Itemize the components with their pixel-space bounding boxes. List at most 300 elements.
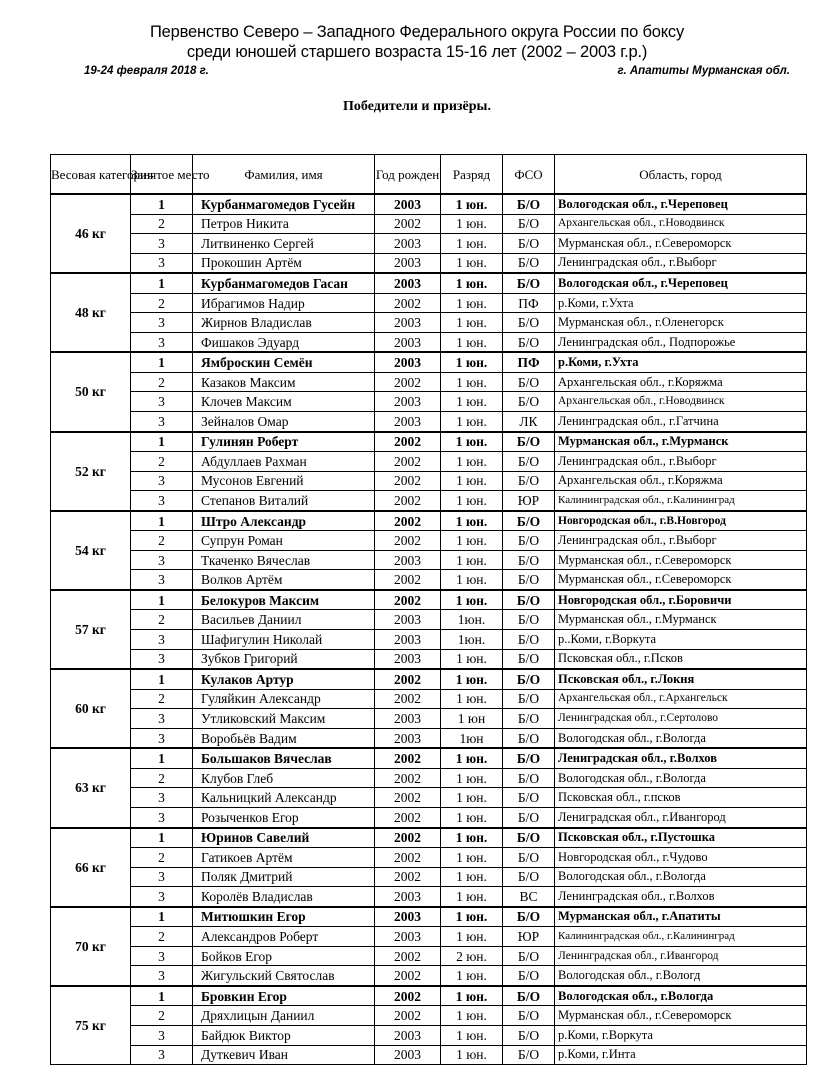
birth-year-cell: 2003 (375, 313, 441, 333)
rank-cell: 2 юн. (441, 946, 503, 966)
athlete-name-cell: Курбанмагомедов Гусейн (193, 194, 375, 214)
birth-year-cell: 2003 (375, 907, 441, 927)
region-city-cell: Ленинградская обл., г.Выборг (555, 531, 807, 551)
table-row (51, 412, 807, 432)
place-cell: 3 (131, 253, 193, 273)
region-city-cell: Мурманская обл., г.Североморск (555, 234, 807, 254)
birth-year-cell: 2003 (375, 649, 441, 669)
weight-category-cell: 75 кг (51, 986, 131, 1065)
place-cell: 3 (131, 550, 193, 570)
birth-year-cell: 2002 (375, 491, 441, 511)
place-cell: 1 (131, 669, 193, 689)
weight-category-cell: 46 кг (51, 194, 131, 273)
athlete-name-cell: Королёв Владислав (193, 887, 375, 907)
athlete-name-cell: Зубков Григорий (193, 649, 375, 669)
place-cell: 3 (131, 491, 193, 511)
column-header-name: Фамилия, имя (193, 155, 375, 195)
athlete-name-cell: Гатикоев Артём (193, 848, 375, 868)
birth-year-cell: 2002 (375, 689, 441, 709)
event-location: г. Апатиты Мурманская обл. (617, 65, 790, 77)
rank-cell: 1 юн. (441, 194, 503, 214)
rank-cell: 1 юн. (441, 1025, 503, 1045)
column-header-fso: ФСО (503, 155, 555, 195)
rank-cell: 1 юн (441, 709, 503, 729)
birth-year-cell: 2002 (375, 293, 441, 313)
athlete-name-cell: Гуляйкин Александр (193, 689, 375, 709)
birth-year-cell: 2003 (375, 1045, 441, 1065)
place-cell: 1 (131, 748, 193, 768)
birth-year-cell: 2003 (375, 550, 441, 570)
birth-year-cell: 2002 (375, 788, 441, 808)
athlete-name-cell: Курбанмагомедов Гасан (193, 273, 375, 293)
table-row (51, 768, 807, 788)
fso-cell: Б/О (503, 768, 555, 788)
rank-cell: 1 юн. (441, 1006, 503, 1026)
birth-year-cell: 2003 (375, 728, 441, 748)
table-row (51, 986, 807, 1006)
athlete-name-cell: Волков Артём (193, 570, 375, 590)
athlete-name-cell: Байдюк Виктор (193, 1025, 375, 1045)
document-title-line-2: среди юношей старшего возраста 15-16 лет (2002 – 2003 г.р.) (186, 43, 648, 61)
place-cell: 1 (131, 194, 193, 214)
weight-category-cell: 63 кг (51, 748, 131, 827)
birth-year-cell: 2002 (375, 669, 441, 689)
fso-cell: Б/О (503, 788, 555, 808)
birth-year-cell: 2003 (375, 887, 441, 907)
table-row (51, 907, 807, 927)
region-city-cell: Ленинградская обл., г.Сертолово (555, 709, 807, 729)
fso-cell: Б/О (503, 828, 555, 848)
fso-cell: ПФ (503, 293, 555, 313)
athlete-name-cell: Жирнов Владислав (193, 313, 375, 333)
region-city-cell: Новгородская обл., г.Чудово (555, 848, 807, 868)
table-row (51, 728, 807, 748)
fso-cell: Б/О (503, 986, 555, 1006)
rank-cell: 1 юн. (441, 550, 503, 570)
place-cell: 3 (131, 1025, 193, 1045)
weight-category-cell: 66 кг (51, 828, 131, 907)
birth-year-cell: 2003 (375, 709, 441, 729)
rank-cell: 1 юн. (441, 590, 503, 610)
column-header-place: Занятое место (131, 155, 193, 195)
fso-cell: Б/О (503, 590, 555, 610)
birth-year-cell: 2003 (375, 630, 441, 650)
birth-year-cell: 2003 (375, 610, 441, 630)
place-cell: 3 (131, 570, 193, 590)
birth-year-cell: 2003 (375, 1025, 441, 1045)
fso-cell: Б/О (503, 709, 555, 729)
table-row (51, 807, 807, 827)
athlete-name-cell: Ямброскин Семён (193, 352, 375, 372)
athlete-name-cell: Шафигулин Николай (193, 630, 375, 650)
region-city-cell: Лениградская обл., г.Ивангород (555, 807, 807, 827)
rank-cell: 1 юн. (441, 669, 503, 689)
table-row (51, 253, 807, 273)
region-city-cell: Ленинградская обл., г.Выборг (555, 452, 807, 472)
region-city-cell: Вологодская обл., г.Вологда (555, 986, 807, 1006)
place-cell: 1 (131, 352, 193, 372)
birth-year-cell: 2003 (375, 273, 441, 293)
region-city-cell: Калининградская обл., г.Калининград (555, 491, 807, 511)
table-row (51, 610, 807, 630)
rank-cell: 1 юн. (441, 649, 503, 669)
region-city-cell: Архангельская обл., г.Архангельск (555, 689, 807, 709)
athlete-name-cell: Абдуллаев Рахман (193, 452, 375, 472)
rank-cell: 1юн. (441, 610, 503, 630)
fso-cell: Б/О (503, 669, 555, 689)
athlete-name-cell: Александров Роберт (193, 927, 375, 947)
event-dates: 19-24 февраля 2018 г. (84, 65, 209, 77)
rank-cell: 1 юн. (441, 452, 503, 472)
fso-cell: Б/О (503, 728, 555, 748)
athlete-name-cell: Дуткевич Иван (193, 1045, 375, 1065)
document-title-line-1: Первенство Северо – Западного Федерального округа России по боксу (149, 23, 685, 41)
athlete-name-cell: Бровкин Егор (193, 986, 375, 1006)
table-row (51, 511, 807, 531)
region-city-cell: Псковская обл., г.псков (555, 788, 807, 808)
rank-cell: 1 юн. (441, 273, 503, 293)
results-table-body (51, 194, 807, 1065)
region-city-cell: Новгородская обл., г.Боровичи (555, 590, 807, 610)
rank-cell: 1 юн. (441, 392, 503, 412)
fso-cell: Б/О (503, 432, 555, 452)
birth-year-cell: 2002 (375, 748, 441, 768)
table-row (51, 332, 807, 352)
place-cell: 1 (131, 986, 193, 1006)
region-city-cell: Архангельская обл., г.Новодвинск (555, 214, 807, 234)
region-city-cell: Вологодская обл., г.Вологда (555, 728, 807, 748)
table-row (51, 392, 807, 412)
place-cell: 3 (131, 630, 193, 650)
rank-cell: 1 юн. (441, 788, 503, 808)
athlete-name-cell: Казаков Максим (193, 372, 375, 392)
fso-cell: ПФ (503, 352, 555, 372)
fso-cell: Б/О (503, 471, 555, 491)
athlete-name-cell: Степанов Виталий (193, 491, 375, 511)
region-city-cell: р.Коми, г.Ухта (555, 352, 807, 372)
table-row (51, 630, 807, 650)
region-city-cell: р.Коми, г.Инта (555, 1045, 807, 1065)
birth-year-cell: 2002 (375, 828, 441, 848)
place-cell: 2 (131, 768, 193, 788)
birth-year-cell: 2002 (375, 531, 441, 551)
fso-cell: Б/О (503, 372, 555, 392)
table-row (51, 748, 807, 768)
region-city-cell: Мурманская обл., г.Оленегорск (555, 313, 807, 333)
table-row (51, 788, 807, 808)
region-city-cell: Новгородская обл., г.В.Новгород (555, 511, 807, 531)
birth-year-cell: 2002 (375, 214, 441, 234)
region-city-cell: р..Коми, г.Воркута (555, 630, 807, 650)
table-row (51, 194, 807, 214)
table-row (51, 471, 807, 491)
place-cell: 1 (131, 828, 193, 848)
weight-category-cell: 57 кг (51, 590, 131, 669)
region-city-cell: Ленинградская обл., г.Гатчина (555, 412, 807, 432)
place-cell: 2 (131, 531, 193, 551)
table-row (51, 352, 807, 372)
birth-year-cell: 2002 (375, 986, 441, 1006)
place-cell: 3 (131, 412, 193, 432)
place-cell: 3 (131, 471, 193, 491)
region-city-cell: Мурманская обл., г.Мурманск (555, 610, 807, 630)
birth-year-cell: 2003 (375, 253, 441, 273)
fso-cell: Б/О (503, 273, 555, 293)
region-city-cell: р.Коми, г.Ухта (555, 293, 807, 313)
athlete-name-cell: Митюшкин Егор (193, 907, 375, 927)
rank-cell: 1 юн. (441, 848, 503, 868)
rank-cell: 1 юн. (441, 807, 503, 827)
fso-cell: Б/О (503, 313, 555, 333)
table-row (51, 1025, 807, 1045)
rank-cell: 1 юн. (441, 907, 503, 927)
place-cell: 2 (131, 927, 193, 947)
rank-cell: 1 юн. (441, 867, 503, 887)
place-cell: 2 (131, 214, 193, 234)
region-city-cell: Калининградская обл., г.Калининград (555, 927, 807, 947)
athlete-name-cell: Дряхлицын Даниил (193, 1006, 375, 1026)
weight-category-cell: 48 кг (51, 273, 131, 352)
rank-cell: 1 юн. (441, 1045, 503, 1065)
rank-cell: 1 юн. (441, 986, 503, 1006)
results-table (50, 154, 807, 1065)
birth-year-cell: 2002 (375, 452, 441, 472)
table-row (51, 966, 807, 986)
region-city-cell: Псковская обл., г.Пустошка (555, 828, 807, 848)
birth-year-cell: 2002 (375, 432, 441, 452)
fso-cell: Б/О (503, 689, 555, 709)
place-cell: 3 (131, 946, 193, 966)
region-city-cell: Ленинградская обл., г.Ивангород (555, 946, 807, 966)
athlete-name-cell: Ибрагимов Надир (193, 293, 375, 313)
region-city-cell: Псковская обл., г.Псков (555, 649, 807, 669)
fso-cell: Б/О (503, 194, 555, 214)
place-cell: 2 (131, 452, 193, 472)
region-city-cell: Архангельская обл., г.Коряжма (555, 471, 807, 491)
fso-cell: ЛК (503, 412, 555, 432)
table-row (51, 590, 807, 610)
athlete-name-cell: Утликовский Максим (193, 709, 375, 729)
place-cell: 3 (131, 709, 193, 729)
table-row (51, 867, 807, 887)
table-row (51, 293, 807, 313)
rank-cell: 1 юн. (441, 689, 503, 709)
fso-cell: Б/О (503, 531, 555, 551)
place-cell: 3 (131, 332, 193, 352)
fso-cell: Б/О (503, 1006, 555, 1026)
table-row (51, 432, 807, 452)
region-city-cell: Архангельская обл., г.Новодвинск (555, 392, 807, 412)
region-city-cell: Мурманская обл., г.Североморск (555, 1006, 807, 1026)
region-city-cell: Ленинградская обл., Подпорожье (555, 332, 807, 352)
table-row (51, 1006, 807, 1026)
birth-year-cell: 2002 (375, 590, 441, 610)
table-row (51, 946, 807, 966)
place-cell: 3 (131, 807, 193, 827)
birth-year-cell: 2002 (375, 867, 441, 887)
table-row (51, 570, 807, 590)
place-cell: 2 (131, 610, 193, 630)
place-cell: 3 (131, 867, 193, 887)
region-city-cell: Псковская обл., г.Локня (555, 669, 807, 689)
region-city-cell: Вологодская обл., г.Череповец (555, 273, 807, 293)
rank-cell: 1 юн. (441, 253, 503, 273)
table-row (51, 1045, 807, 1065)
weight-category-cell: 54 кг (51, 511, 131, 590)
birth-year-cell: 2003 (375, 332, 441, 352)
weight-category-cell: 60 кг (51, 669, 131, 748)
rank-cell: 1 юн. (441, 927, 503, 947)
region-city-cell: Вологодская обл., г.Вологда (555, 768, 807, 788)
column-header-rank: Разряд (441, 155, 503, 195)
fso-cell: Б/О (503, 1025, 555, 1045)
table-row (51, 887, 807, 907)
place-cell: 3 (131, 887, 193, 907)
birth-year-cell: 2002 (375, 511, 441, 531)
place-cell: 2 (131, 1006, 193, 1026)
region-city-cell: Мурманская обл., г.Мурманск (555, 432, 807, 452)
rank-cell: 1 юн. (441, 352, 503, 372)
athlete-name-cell: Петров Никита (193, 214, 375, 234)
table-row (51, 709, 807, 729)
place-cell: 1 (131, 432, 193, 452)
region-city-cell: Вологодская обл., г.Череповец (555, 194, 807, 214)
table-row (51, 689, 807, 709)
athlete-name-cell: Ткаченко Вячеслав (193, 550, 375, 570)
fso-cell: Б/О (503, 452, 555, 472)
fso-cell: Б/О (503, 214, 555, 234)
fso-cell: Б/О (503, 253, 555, 273)
table-row (51, 828, 807, 848)
birth-year-cell: 2002 (375, 570, 441, 590)
region-city-cell: Мурманская обл., г.Апатиты (555, 907, 807, 927)
rank-cell: 1 юн. (441, 412, 503, 432)
document-subtitle: Победители и призёры. (343, 99, 491, 114)
fso-cell: ЮР (503, 491, 555, 511)
place-cell: 3 (131, 313, 193, 333)
column-header-weight: Весовая категория (51, 155, 131, 195)
region-city-cell: Вологодская обл., г.Вологда (555, 867, 807, 887)
fso-cell: Б/О (503, 1045, 555, 1065)
rank-cell: 1 юн. (441, 511, 503, 531)
column-header-year: Год рожден (375, 155, 441, 195)
place-cell: 2 (131, 293, 193, 313)
birth-year-cell: 2002 (375, 848, 441, 868)
fso-cell: ВС (503, 887, 555, 907)
athlete-name-cell: Фишаков Эдуард (193, 332, 375, 352)
athlete-name-cell: Жигульский Святослав (193, 966, 375, 986)
athlete-name-cell: Розыченков Егор (193, 807, 375, 827)
place-cell: 3 (131, 392, 193, 412)
region-city-cell: Ленинградская обл., г.Волхов (555, 887, 807, 907)
rank-cell: 1 юн. (441, 293, 503, 313)
rank-cell: 1 юн. (441, 570, 503, 590)
table-row (51, 649, 807, 669)
rank-cell: 1 юн. (441, 531, 503, 551)
fso-cell: Б/О (503, 907, 555, 927)
athlete-name-cell: Клочев Максим (193, 392, 375, 412)
athlete-name-cell: Литвиненко Сергей (193, 234, 375, 254)
fso-cell: Б/О (503, 550, 555, 570)
place-cell: 1 (131, 511, 193, 531)
fso-cell: Б/О (503, 649, 555, 669)
fso-cell: Б/О (503, 848, 555, 868)
athlete-name-cell: Васильев Даниил (193, 610, 375, 630)
athlete-name-cell: Мусонов Евгений (193, 471, 375, 491)
fso-cell: Б/О (503, 234, 555, 254)
rank-cell: 1 юн. (441, 966, 503, 986)
weight-category-cell: 50 кг (51, 352, 131, 431)
table-row (51, 491, 807, 511)
place-cell: 3 (131, 728, 193, 748)
table-row (51, 848, 807, 868)
athlete-name-cell: Супрун Роман (193, 531, 375, 551)
rank-cell: 1 юн. (441, 372, 503, 392)
weight-category-cell: 52 кг (51, 432, 131, 511)
birth-year-cell: 2003 (375, 392, 441, 412)
place-cell: 3 (131, 1045, 193, 1065)
rank-cell: 1 юн. (441, 234, 503, 254)
athlete-name-cell: Большаков Вячеслав (193, 748, 375, 768)
fso-cell: Б/О (503, 867, 555, 887)
place-cell: 2 (131, 372, 193, 392)
table-row (51, 452, 807, 472)
birth-year-cell: 2003 (375, 927, 441, 947)
table-row (51, 927, 807, 947)
birth-year-cell: 2003 (375, 352, 441, 372)
rank-cell: 1 юн. (441, 214, 503, 234)
rank-cell: 1 юн. (441, 313, 503, 333)
birth-year-cell: 2003 (375, 194, 441, 214)
athlete-name-cell: Юринов Савелий (193, 828, 375, 848)
fso-cell: Б/О (503, 966, 555, 986)
fso-cell: Б/О (503, 748, 555, 768)
rank-cell: 1 юн. (441, 471, 503, 491)
table-row (51, 372, 807, 392)
column-header-region: Область, город (555, 155, 807, 195)
place-cell: 3 (131, 234, 193, 254)
athlete-name-cell: Зейналов Омар (193, 412, 375, 432)
birth-year-cell: 2002 (375, 966, 441, 986)
table-row (51, 550, 807, 570)
rank-cell: 1 юн. (441, 748, 503, 768)
fso-cell: Б/О (503, 610, 555, 630)
region-city-cell: Мурманская обл., г.Североморск (555, 550, 807, 570)
rank-cell: 1 юн. (441, 491, 503, 511)
athlete-name-cell: Гулинян Роберт (193, 432, 375, 452)
rank-cell: 1 юн. (441, 432, 503, 452)
athlete-name-cell: Воробьёв Вадим (193, 728, 375, 748)
region-city-cell: Лениградская обл., г.Волхов (555, 748, 807, 768)
rank-cell: 1 юн. (441, 828, 503, 848)
table-row (51, 669, 807, 689)
fso-cell: Б/О (503, 332, 555, 352)
table-row (51, 531, 807, 551)
fso-cell: ЮР (503, 927, 555, 947)
athlete-name-cell: Прокошин Артём (193, 253, 375, 273)
rank-cell: 1юн (441, 728, 503, 748)
region-city-cell: Ленинградская обл., г.Выборг (555, 253, 807, 273)
birth-year-cell: 2002 (375, 1006, 441, 1026)
region-city-cell: Архангельская обл., г.Коряжма (555, 372, 807, 392)
place-cell: 2 (131, 689, 193, 709)
fso-cell: Б/О (503, 630, 555, 650)
table-header-row (51, 155, 807, 195)
table-row (51, 214, 807, 234)
birth-year-cell: 2002 (375, 768, 441, 788)
rank-cell: 1 юн. (441, 768, 503, 788)
fso-cell: Б/О (503, 392, 555, 412)
